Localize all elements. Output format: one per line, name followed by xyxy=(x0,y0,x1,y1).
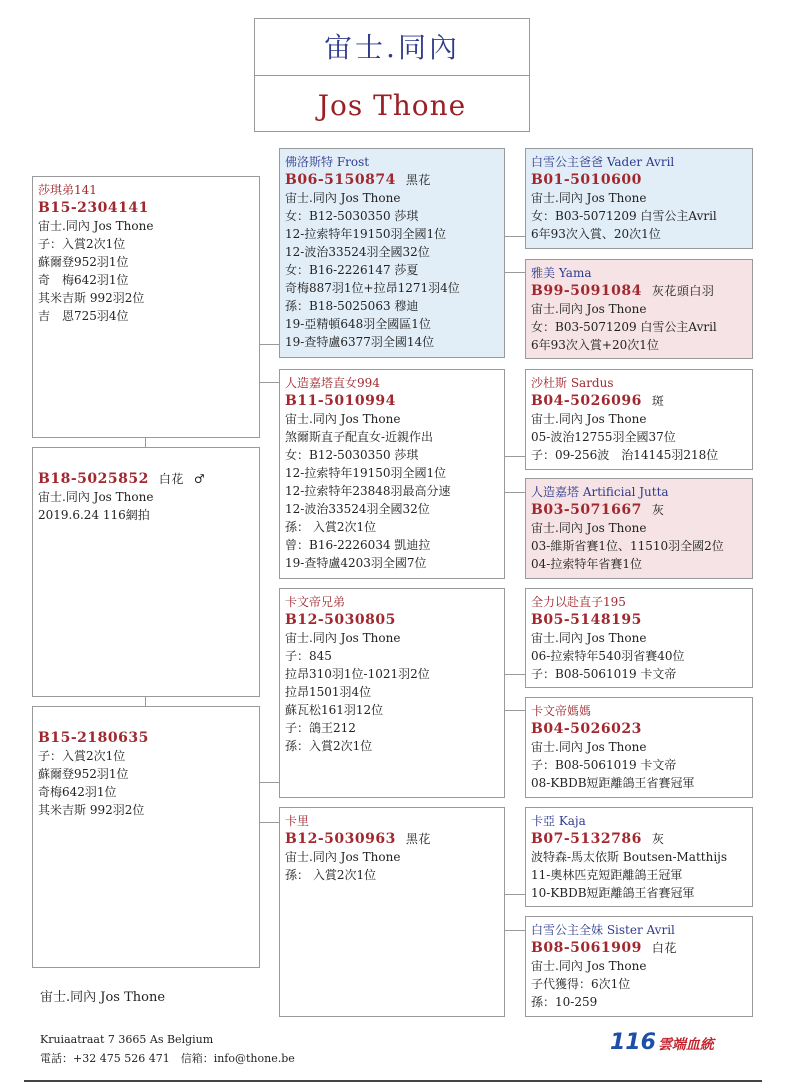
ggp4-color: 灰 xyxy=(651,503,665,517)
breeder-name: 宙士.同內 Jos Thone xyxy=(40,990,166,1005)
ggp3-name: 沙杜斯 Sardus xyxy=(531,376,614,390)
bird-name-english: Jos Thone xyxy=(317,89,467,122)
grandparent-card-1 xyxy=(279,148,505,358)
dam-ring: B15-2180635 xyxy=(38,730,149,746)
connector xyxy=(145,438,146,447)
gp4-name: 卡里 xyxy=(285,814,310,828)
ggp5-line: 宙士.同內 Jos Thone xyxy=(531,631,647,645)
ggp3-ring: B04-5026096 xyxy=(531,393,642,409)
subject-card xyxy=(32,447,260,697)
subject-sex: ♂ xyxy=(193,472,206,486)
subject-line: 2019.6.24 116網拍 xyxy=(38,508,150,522)
logo-number: 116 xyxy=(610,1030,656,1055)
ggp6-line: 宙士.同內 Jos Thone xyxy=(531,740,647,754)
ggp7-ring-line xyxy=(531,830,747,848)
ggp8-line: 宙士.同內 Jos Thone xyxy=(531,959,647,973)
gp1-line: 女：B12-5030350 莎琪 xyxy=(285,209,419,223)
connector xyxy=(260,344,279,345)
connector xyxy=(505,674,525,675)
gp4-color: 黑花 xyxy=(405,832,431,846)
ggp4-line: 宙士.同內 Jos Thone xyxy=(531,521,647,535)
ggp2-line: 女：B03-5071209 白雪公主Avril xyxy=(531,320,717,334)
ggp4-ring-line xyxy=(531,501,747,519)
sire-card xyxy=(32,176,260,438)
dam-line: 其米吉斯 992羽2位 xyxy=(38,803,145,817)
connector xyxy=(505,236,525,237)
ggp7-color: 灰 xyxy=(651,832,665,846)
footer-divider xyxy=(24,1080,762,1082)
ggp7-name: 卡亞 Kaja xyxy=(531,814,586,828)
ggp4-name: 人造嘉塔 Artificial Jutta xyxy=(531,485,669,499)
ggp6-line: 08-KBDB短距離鴿王省賽冠軍 xyxy=(531,776,695,790)
gp1-name: 佛洛斯特 Frost xyxy=(285,155,370,169)
gp1-line: 19-亞精頓648羽全國區1位 xyxy=(285,317,431,331)
subject-ring-line xyxy=(38,470,254,488)
gp2-line: 12-拉索特年23848羽最高分速 xyxy=(285,484,451,498)
dam-line: 蘇爾登952羽1位 xyxy=(38,767,129,781)
ggp3-color: 斑 xyxy=(651,394,665,408)
great-grandparent-card-1 xyxy=(525,148,753,249)
connector xyxy=(505,456,525,457)
ggp8-line: 子代獲得：6次1位 xyxy=(531,977,631,991)
ggp3-line: 子：09-256波 治14145羽218位 xyxy=(531,448,719,462)
gp1-line: 奇梅887羽1位+拉昂1271羽4位 xyxy=(285,281,460,295)
gp1-line: 12-波治33524羽全國32位 xyxy=(285,245,430,259)
connector xyxy=(260,822,279,823)
great-grandparent-card-3 xyxy=(525,369,753,470)
ggp3-line: 05-波治12755羽全國37位 xyxy=(531,430,676,444)
sire-ring: B15-2304141 xyxy=(38,200,149,216)
gp2-line: 宙士.同內 Jos Thone xyxy=(285,412,401,426)
gp1-line: 12-拉索特年19150羽全國1位 xyxy=(285,227,447,241)
sire-line: 子：入賞2次1位 xyxy=(38,237,126,251)
gp3-line: 孫：入賞2次1位 xyxy=(285,739,373,753)
sire-name: 莎琪弟141 xyxy=(38,183,97,197)
gp2-line: 女：B12-5030350 莎琪 xyxy=(285,448,419,462)
gp3-ring: B12-5030805 xyxy=(285,612,396,628)
sire-line: 吉 恩725羽4位 xyxy=(38,309,129,323)
gp4-line: 孫： 入賞2次1位 xyxy=(285,868,377,882)
connector xyxy=(505,492,525,493)
ggp6-ring: B04-5026023 xyxy=(531,721,642,737)
gp3-line: 宙士.同內 Jos Thone xyxy=(285,631,401,645)
ggp3-ring-line xyxy=(531,392,747,410)
gp3-line: 拉昂1501羽4位 xyxy=(285,685,372,699)
ggp5-line: 06-拉索特年540羽省賽40位 xyxy=(531,649,685,663)
ggp3-line: 宙士.同內 Jos Thone xyxy=(531,412,647,426)
dam-line: 子：入賞2次1位 xyxy=(38,749,126,763)
gp4-line: 宙士.同內 Jos Thone xyxy=(285,850,401,864)
connector xyxy=(260,782,279,783)
ggp8-line: 孫：10-259 xyxy=(531,995,598,1009)
connector xyxy=(505,930,525,931)
gp3-line: 子：845 xyxy=(285,649,332,663)
gp1-color: 黑花 xyxy=(405,173,431,187)
ggp7-line: 10-KBDB短距離鴿王省賽冠軍 xyxy=(531,886,695,900)
subject-color: 白花 xyxy=(158,472,184,486)
gp2-ring: B11-5010994 xyxy=(285,393,396,409)
gp3-line: 蘇瓦松161羽12位 xyxy=(285,703,384,717)
ggp2-name: 雅美 Yama xyxy=(531,266,592,280)
ggp2-ring-line xyxy=(531,282,747,300)
great-grandparent-card-7 xyxy=(525,807,753,907)
gp1-line: 女：B16-2226147 莎夏 xyxy=(285,263,419,277)
gp3-line: 拉昂310羽1位-1021羽2位 xyxy=(285,667,430,681)
dam-line: 奇梅642羽1位 xyxy=(38,785,117,799)
logo-text: 雲端血統 xyxy=(657,1037,714,1053)
great-grandparent-card-5 xyxy=(525,588,753,688)
ggp8-ring-line xyxy=(531,939,747,957)
ggp4-line: 04-拉索特年省賽1位 xyxy=(531,557,642,571)
bird-name-chinese: 宙士.同內 xyxy=(255,19,529,76)
ggp6-name: 卡文帝媽媽 xyxy=(531,704,592,718)
gp4-ring: B12-5030963 xyxy=(285,831,396,847)
connector xyxy=(145,697,146,706)
ggp5-ring: B05-5148195 xyxy=(531,612,642,628)
ggp5-line: 子：B08-5061019 卡文帝 xyxy=(531,667,677,681)
gp2-line: 19-查特盧4203羽全國7位 xyxy=(285,556,427,570)
ggp8-name: 白雪公主全妹 Sister Avril xyxy=(531,923,675,937)
sire-line: 宙士.同內 Jos Thone xyxy=(38,219,154,233)
ggp6-line: 子：B08-5061019 卡文帝 xyxy=(531,758,677,772)
gp2-line: 曾：B16-2226034 凱迪拉 xyxy=(285,538,431,552)
gp2-line: 煞爾斯直子配直女-近親作出 xyxy=(285,430,434,444)
great-grandparent-card-2 xyxy=(525,259,753,359)
contact-info: 電話：+32 475 526 471 信箱：info@thone.be xyxy=(40,1052,295,1065)
great-grandparent-card-8 xyxy=(525,916,753,1017)
gp1-ring-line xyxy=(285,171,499,189)
gp1-line: 宙士.同內 Jos Thone xyxy=(285,191,401,205)
ggp4-line: 03-維斯省賽1位、11510羽全國2位 xyxy=(531,539,724,553)
sire-line: 奇 梅642羽1位 xyxy=(38,273,129,287)
ggp5-name: 全力以赴直子195 xyxy=(531,595,626,609)
great-grandparent-card-4 xyxy=(525,478,753,579)
gp1-line: 孫：B18-5025063 穆迪 xyxy=(285,299,419,313)
sire-line: 其米吉斯 992羽2位 xyxy=(38,291,145,305)
grandparent-card-4 xyxy=(279,807,505,1017)
connector xyxy=(505,710,525,711)
ggp2-ring: B99-5091084 xyxy=(531,283,642,299)
address: Kruiaatraat 7 3665 As Belgium xyxy=(40,1033,214,1046)
dam-card xyxy=(32,706,260,968)
gp1-line: 19-查特盧6377羽全國14位 xyxy=(285,335,435,349)
gp2-line: 孫： 入賞2次1位 xyxy=(285,520,377,534)
brand-logo xyxy=(610,1030,714,1055)
gp3-name: 卡文帝兄弟 xyxy=(285,595,346,609)
gp2-name: 人造嘉塔直女994 xyxy=(285,376,380,390)
ggp7-ring: B07-5132786 xyxy=(531,831,642,847)
ggp1-line: 宙士.同內 Jos Thone xyxy=(531,191,647,205)
ggp7-line: 波特森-馬太依斯 Boutsen-Matthijs xyxy=(531,850,728,864)
ggp1-line: 女：B03-5071209 白雪公主Avril xyxy=(531,209,717,223)
subject-ring: B18-5025852 xyxy=(38,471,149,487)
ggp1-ring: B01-5010600 xyxy=(531,172,642,188)
pedigree-header xyxy=(254,18,530,132)
gp4-ring-line xyxy=(285,830,499,848)
gp2-line: 12-拉索特年19150羽全國1位 xyxy=(285,466,447,480)
grandparent-card-2 xyxy=(279,369,505,579)
ggp1-name: 白雪公主爸爸 Vader Avril xyxy=(531,155,675,169)
ggp2-line: 宙士.同內 Jos Thone xyxy=(531,302,647,316)
connector xyxy=(505,894,525,895)
ggp2-color: 灰花頭白羽 xyxy=(651,284,715,298)
ggp2-line: 6年93次入賞+20次1位 xyxy=(531,338,659,352)
ggp7-line: 11-奧林匹克短距離鴿王冠軍 xyxy=(531,868,683,882)
ggp4-ring: B03-5071667 xyxy=(531,502,642,518)
connector xyxy=(505,272,525,273)
gp3-line: 子：鴿王212 xyxy=(285,721,356,735)
ggp1-line: 6年93次入賞、20次1位 xyxy=(531,227,661,241)
connector xyxy=(260,382,279,383)
ggp8-color: 白花 xyxy=(651,941,677,955)
gp2-line: 12-波治33524羽全國32位 xyxy=(285,502,430,516)
great-grandparent-card-6 xyxy=(525,697,753,798)
subject-line: 宙士.同內 Jos Thone xyxy=(38,490,154,504)
sire-line: 蘇爾登952羽1位 xyxy=(38,255,129,269)
grandparent-card-3 xyxy=(279,588,505,798)
ggp8-ring: B08-5061909 xyxy=(531,940,642,956)
gp1-ring: B06-5150874 xyxy=(285,172,396,188)
